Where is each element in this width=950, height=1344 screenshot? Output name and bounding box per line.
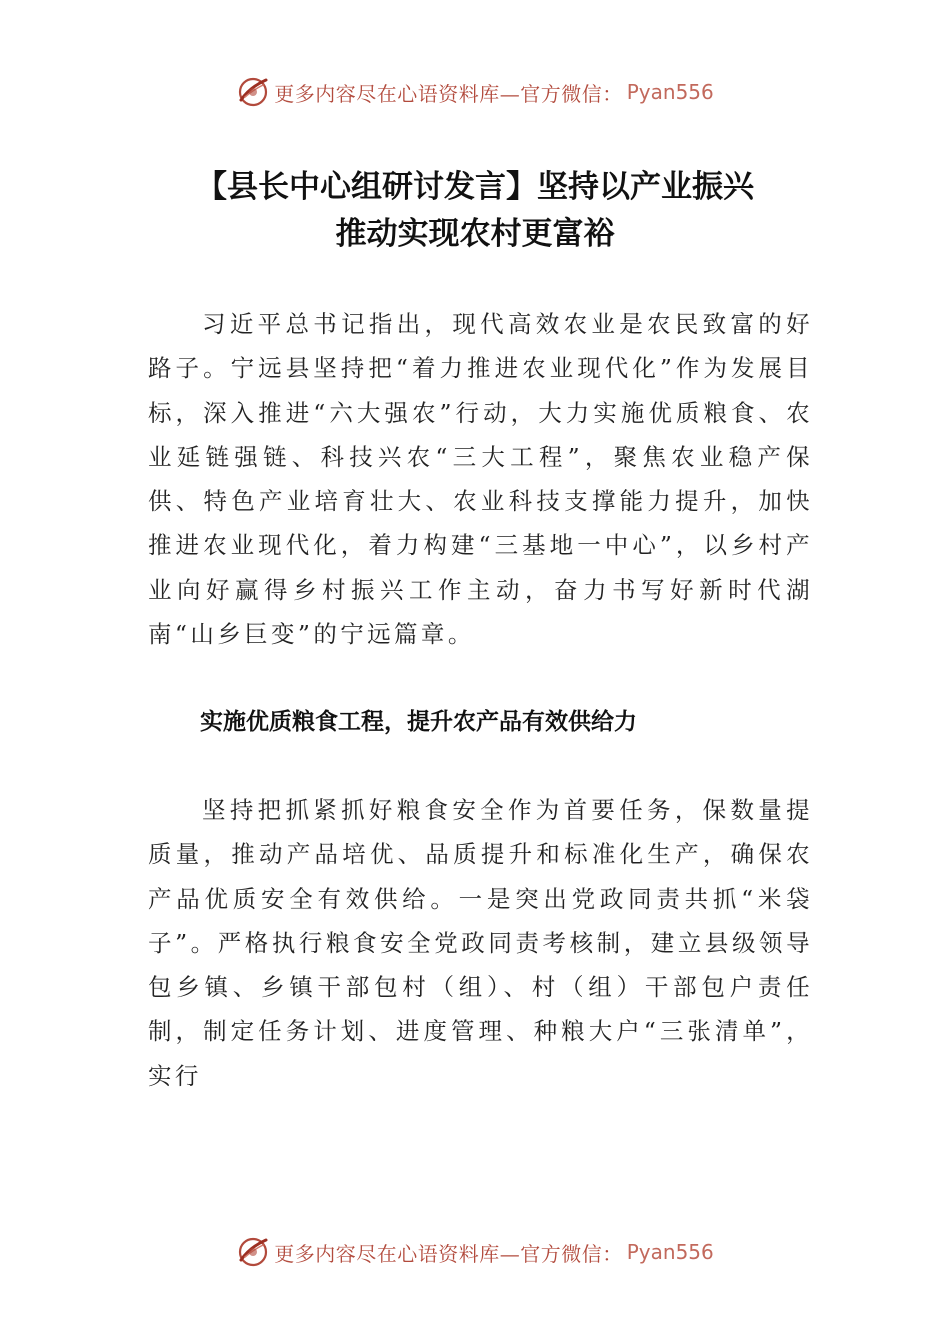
watermark-text: 更多内容尽在心语资料库—官方微信： [274,1241,623,1266]
body-paragraph: 坚持把抓紧抓好粮食安全作为首要任务，保数量提质量，推动产品培优、品质提升和标准化生产，确保农产品优质安全有效供给。一是突出党政同责共抓“米袋子”。严格执行粮食安全党政同责考核制，建立县级领导包乡镇、乡镇干部包村（组）、村（组）干部包户责任制，制定任务计划、进度管理、种粮大户“三张清单”，实行 [148,796,813,1090]
intro-paragraph: 习近平总书记指出，现代高效农业是农民致富的好路子。宁远县坚持把“着力推进农业现代化”作为发展目标，深入推进“六大强农”行动，大力实施优质粮食、农业延链强链、科技兴农“三大工程”，聚焦农业稳产保供、特色产业培育壮大、农业科技支撑能力提升，加快推进农业现代化，着力构建“三基地一中心”，以乡村产业向好赢得乡村振兴工作主动，奋力书写好新时代湖南“山乡巨变”的宁远篇章。 [148,310,813,649]
title-line-1: 【县长中心组研讨发言】坚持以产业振兴 [196,169,754,205]
watermark-text: 更多内容尽在心语资料库—官方微信： [274,81,623,106]
title-line-2: 推动实现农村更富裕 [335,216,615,252]
header-watermark [0,72,950,112]
watermark-wechat-id: Pyan556 [626,1240,714,1264]
footer-watermark [0,1232,950,1272]
document-title [120,164,830,258]
pen-seal-icon [236,75,270,109]
section-heading: 实施优质粮食工程，提升农产品有效供给力 [200,709,637,735]
watermark-wechat-id: Pyan556 [626,80,714,104]
pen-seal-icon [236,1235,270,1269]
